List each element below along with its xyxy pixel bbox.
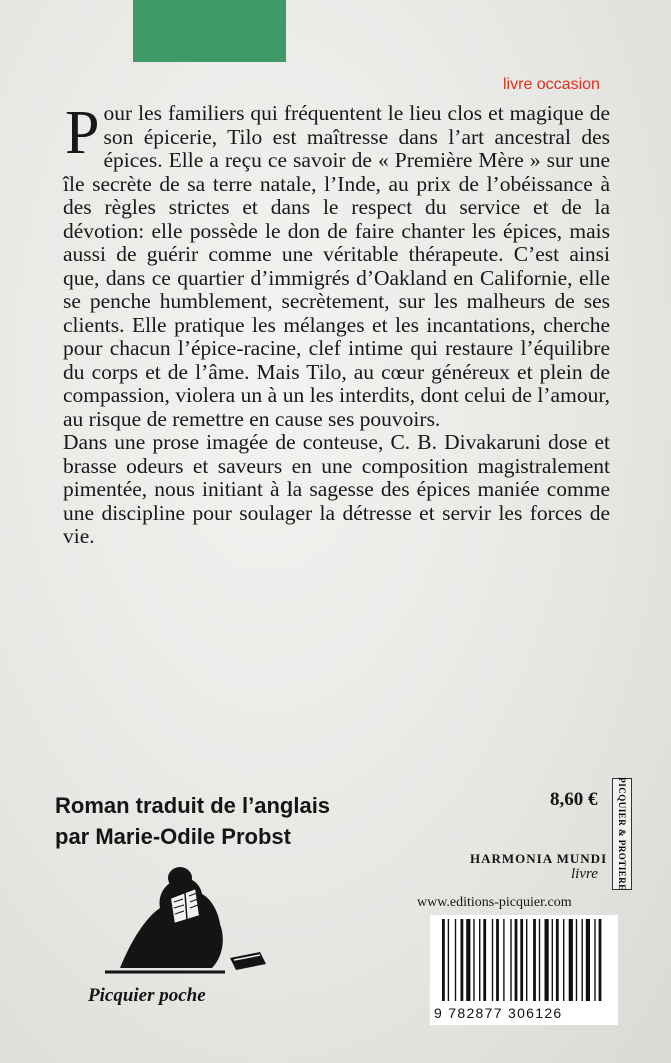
watermark-label: livre occasion (503, 76, 600, 93)
barcode-bar (576, 919, 577, 1001)
reading-figure-logo-icon (100, 858, 270, 976)
barcode-bar (563, 919, 564, 1001)
price-label: 8,60 € (550, 789, 598, 810)
barcode-bar (545, 919, 549, 1001)
publisher-website: www.editions-picquier.com (417, 895, 572, 910)
barcode-bar (539, 919, 540, 1001)
barcode-bar (533, 919, 536, 1001)
blurb-paragraph-2: Dans une prose imagée de conteuse, C. B. Divakaruni dose et brasse odeurs et saveurs en une composition magistralement pimentée, nous initiant à la sagesse des épices maniée comme une discipline pour soulager la détresse et servir les forces de vie. (63, 430, 610, 548)
barcode-bar (515, 919, 518, 1001)
barcode-bar (448, 919, 449, 1001)
isbn-barcode (430, 915, 618, 1025)
barcode-bar (503, 919, 504, 1001)
barcode-bar (492, 919, 493, 1001)
blurb-paragraph-1-text: our les familiers qui fréquentent le lieu clos et magique de son épicerie, Tilo est maîtresse dans l’art ancestral des épices. Elle a reçu ce savoir de « Première Mère » sur une île secrète de sa terre natale, l’Inde, au prix de l’obéissance à des règles strictes et dans le respect du service et de la dévotion: elle possède le don de faire chanter les épices, mais aussi de guérir comme une véritable thérapeute. C’est ainsi que, dans ce quartier d’immigrés d’Oakland en Californie, elle se penche humblement, secrètement, sur les malheurs de ses clients. Elle pratique les mélanges et les incantations, cherche pour chacun l’épice-racine, clef intime qui restaure l’équilibre du corps et de l’âme. Mais Tilo, au cœur généreux et plein de compassion, violera un à un les interdits, dont celui de l’amour, au risque de remettre en cause ses pouvoirs. (63, 101, 610, 431)
barcode-bar (552, 919, 553, 1001)
translator-line-1: Roman traduit de l’anglais (55, 793, 331, 818)
translator-line-2: par Marie-Odile Probst (55, 824, 291, 849)
barcode-number: 9 782877 306126 (434, 1005, 563, 1021)
barcode-bar (594, 919, 595, 1001)
barcode-bar (556, 919, 559, 1001)
barcode-bars (430, 915, 618, 1007)
dropcap: P (65, 99, 100, 167)
imprint-name: Picquier poche (88, 985, 206, 1006)
barcode-bar (466, 919, 470, 1001)
barcode-bar (479, 919, 480, 1001)
translator-credit (55, 790, 330, 852)
barcode-bar (520, 919, 523, 1001)
barcode-bar (582, 919, 583, 1001)
publisher-vertical-logo (612, 778, 632, 890)
barcode-bar (510, 919, 511, 1001)
barcode-bar (455, 919, 456, 1001)
distributor-name: HARMONIA MUNDI (470, 851, 608, 866)
green-color-tab (133, 0, 286, 62)
blurb-paragraph-1 (63, 99, 610, 431)
barcode-bar (496, 919, 499, 1001)
barcode-bar (569, 919, 573, 1001)
blurb-text (63, 99, 610, 549)
barcode-bar (599, 919, 602, 1001)
barcode-bar (473, 919, 474, 1001)
distributor-sub: livre (571, 866, 598, 882)
publisher-vertical-text: PICQUIER & PROTIERE (617, 777, 627, 891)
barcode-bar (483, 919, 486, 1001)
barcode-bar (442, 919, 445, 1001)
barcode-bar (586, 919, 590, 1001)
barcode-bar (526, 919, 527, 1001)
barcode-bar (461, 919, 464, 1001)
